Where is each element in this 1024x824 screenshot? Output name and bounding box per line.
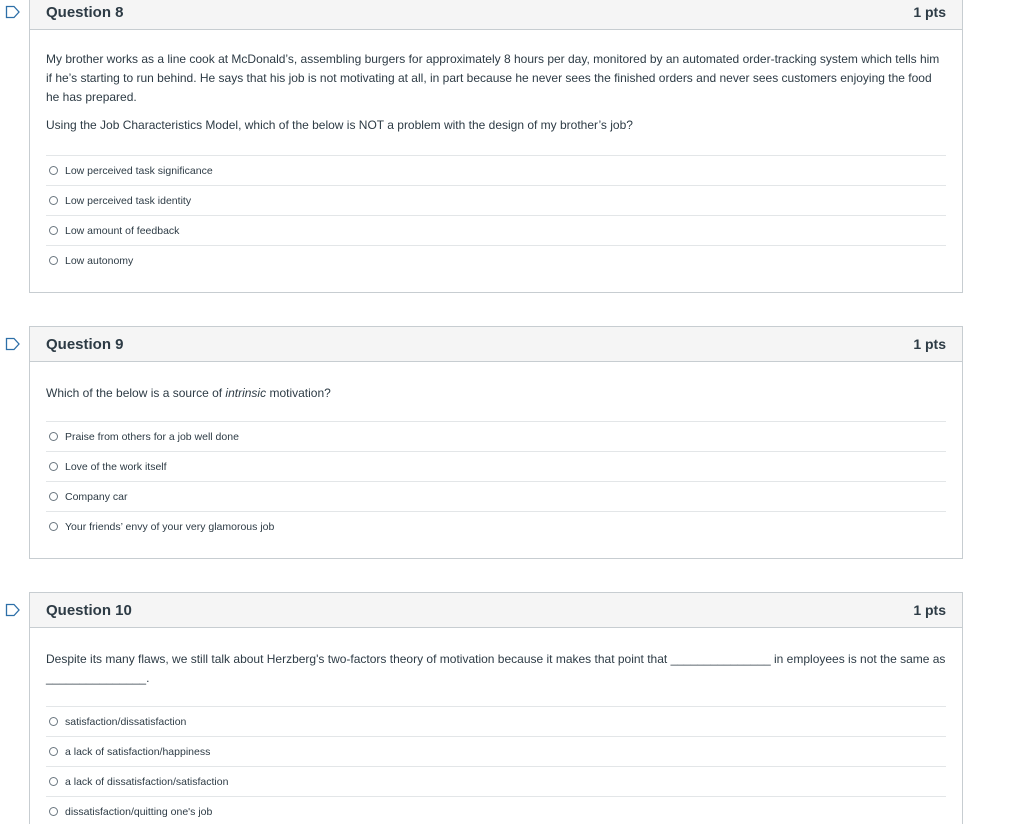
question-title: Question 8 bbox=[46, 3, 124, 21]
answer-label[interactable]: Low autonomy bbox=[65, 254, 134, 267]
answer-label[interactable]: Low amount of feedback bbox=[65, 224, 180, 237]
answer-label[interactable]: a lack of dissatisfaction/satisfaction bbox=[65, 775, 229, 788]
answer-option[interactable] bbox=[46, 766, 946, 796]
answer-option[interactable] bbox=[46, 451, 946, 481]
radio-empty-icon[interactable] bbox=[49, 717, 58, 726]
question-prompt: Using the Job Characteristics Model, which of the below is NOT a problem with the design of my brother’s job? bbox=[46, 118, 633, 132]
radio-empty-icon[interactable] bbox=[49, 166, 58, 175]
answer-option[interactable] bbox=[46, 736, 946, 766]
radio-empty-icon[interactable] bbox=[49, 432, 58, 441]
answer-label[interactable]: Your friends’ envy of your very glamorous job bbox=[65, 520, 275, 533]
question-points: 1 pts bbox=[913, 336, 946, 352]
radio-empty-icon[interactable] bbox=[49, 747, 58, 756]
radio-empty-icon[interactable] bbox=[49, 522, 58, 531]
answer-label[interactable]: Low perceived task identity bbox=[65, 194, 192, 207]
answer-label[interactable]: a lack of satisfaction/happiness bbox=[65, 745, 211, 758]
answer-option[interactable] bbox=[46, 796, 946, 824]
question-8 bbox=[29, 0, 963, 293]
answer-list bbox=[46, 421, 946, 557]
answer-option[interactable] bbox=[46, 511, 946, 541]
answer-label[interactable]: dissatisfaction/quitting one's job bbox=[65, 805, 213, 818]
question-text-italic: intrinsic bbox=[225, 386, 267, 400]
question-text-part: motivation? bbox=[266, 386, 331, 400]
flag-question-icon[interactable] bbox=[5, 603, 21, 617]
answer-option[interactable] bbox=[46, 215, 946, 245]
question-title: Question 9 bbox=[46, 335, 124, 353]
answer-list bbox=[46, 155, 946, 291]
answer-list bbox=[46, 706, 946, 824]
question-9 bbox=[29, 326, 963, 559]
radio-empty-icon[interactable] bbox=[49, 196, 58, 205]
answer-label[interactable]: satisfaction/dissatisfaction bbox=[65, 715, 187, 728]
question-body bbox=[30, 362, 962, 557]
question-body bbox=[30, 628, 962, 824]
answer-option[interactable] bbox=[46, 185, 946, 215]
answer-label[interactable]: Praise from others for a job well done bbox=[65, 430, 239, 443]
question-header bbox=[30, 0, 962, 30]
answer-option[interactable] bbox=[46, 706, 946, 736]
question-text: My brother works as a line cook at McDonald’s, assembling burgers for approximately 8 hours per day, monitored by an automated order-tracking system which tells him if he’s starting to run behind. He says that his job is not motivating at all, in part because he never sees the finished orders and never sees customers enjoying the food he has prepared. bbox=[46, 52, 940, 104]
question-body bbox=[30, 30, 962, 291]
question-header bbox=[30, 327, 962, 362]
question-title: Question 10 bbox=[46, 601, 132, 619]
radio-empty-icon[interactable] bbox=[49, 226, 58, 235]
question-10 bbox=[29, 592, 963, 824]
radio-empty-icon[interactable] bbox=[49, 256, 58, 265]
question-header bbox=[30, 593, 962, 628]
radio-empty-icon[interactable] bbox=[49, 492, 58, 501]
question-text-part: Which of the below is a source of bbox=[46, 386, 226, 400]
answer-option[interactable] bbox=[46, 245, 946, 275]
flag-question-icon[interactable] bbox=[5, 337, 21, 351]
answer-option[interactable] bbox=[46, 421, 946, 451]
question-points: 1 pts bbox=[913, 4, 946, 20]
radio-empty-icon[interactable] bbox=[49, 777, 58, 786]
question-text bbox=[46, 384, 946, 403]
flag-question-icon[interactable] bbox=[5, 5, 21, 19]
radio-empty-icon[interactable] bbox=[49, 807, 58, 816]
answer-label[interactable]: Low perceived task significance bbox=[65, 164, 213, 177]
question-points: 1 pts bbox=[913, 602, 946, 618]
answer-label[interactable]: Company car bbox=[65, 490, 128, 503]
answer-option[interactable] bbox=[46, 481, 946, 511]
question-text: Despite its many flaws, we still talk about Herzberg's two-factors theory of motivation because it makes that point that _______________ in employees is not the same as _______________. bbox=[46, 652, 946, 685]
radio-empty-icon[interactable] bbox=[49, 462, 58, 471]
answer-label[interactable]: Love of the work itself bbox=[65, 460, 167, 473]
answer-option[interactable] bbox=[46, 155, 946, 185]
